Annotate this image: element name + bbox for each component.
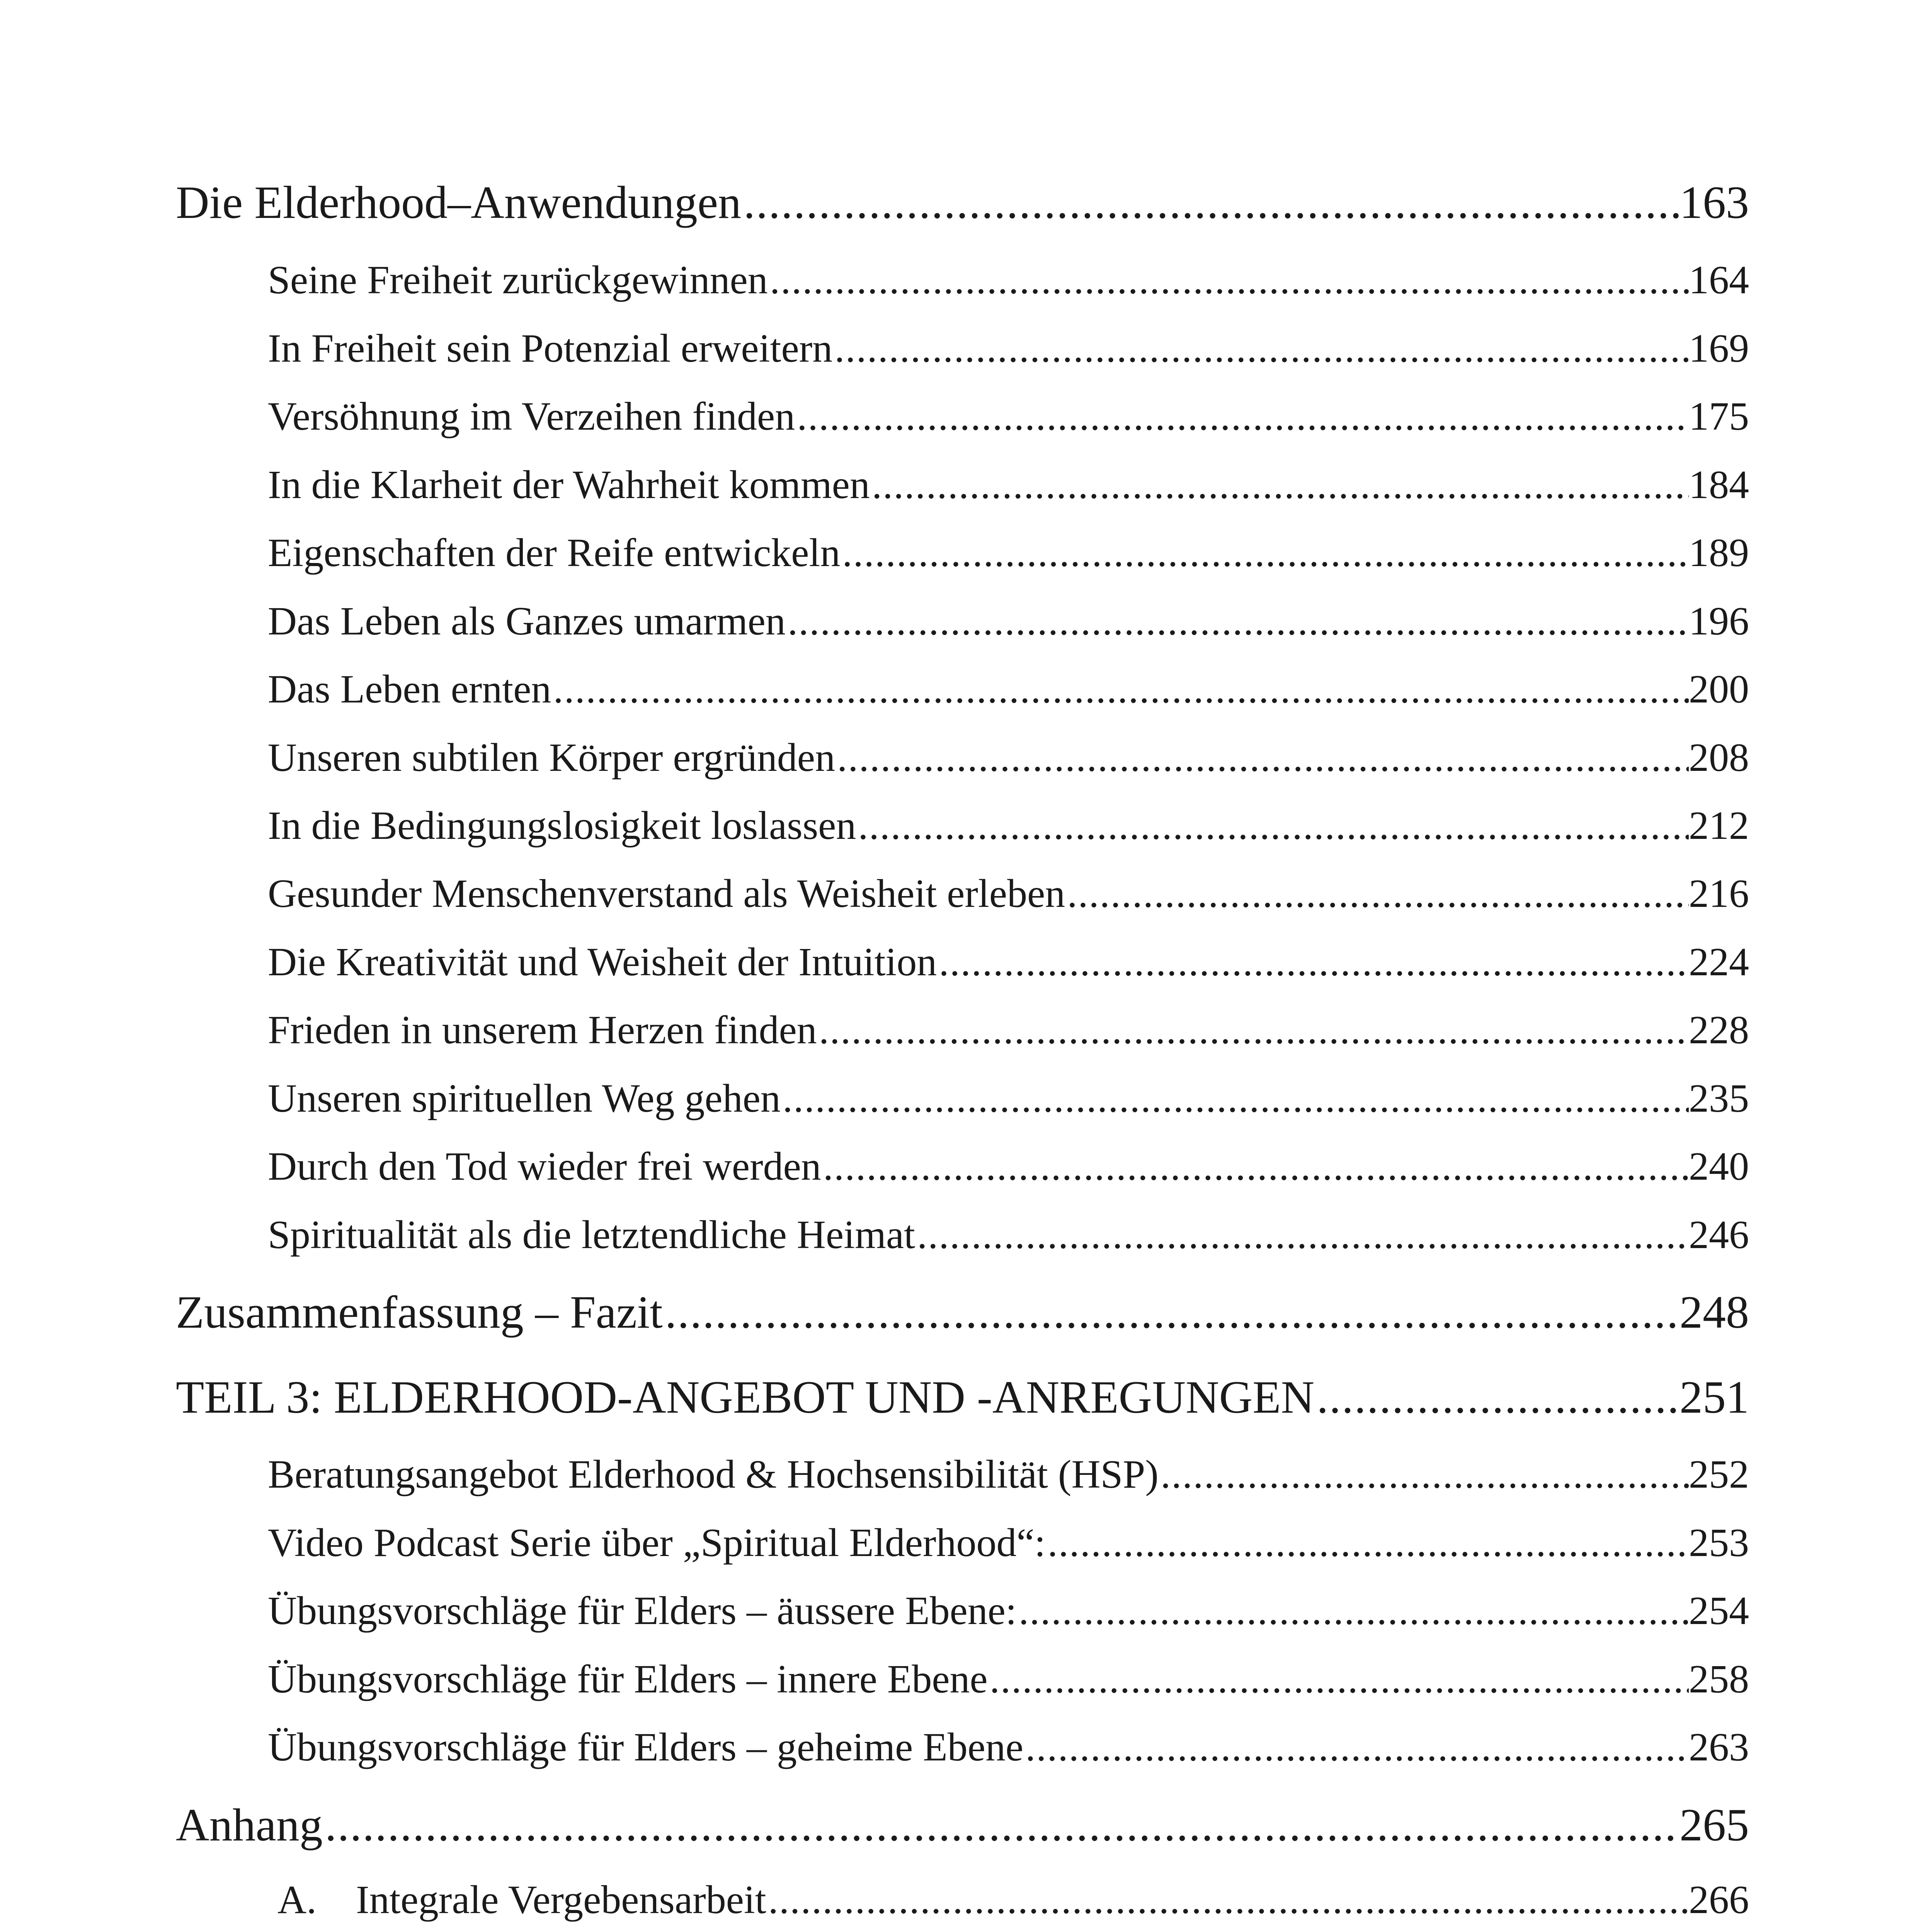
toc-entry-page: 258 <box>1689 1657 1749 1701</box>
toc-entry-page: 246 <box>1689 1213 1749 1257</box>
toc-entry-title: Unseren spirituellen Weg gehen <box>268 1076 781 1121</box>
toc-entry[interactable] <box>268 1451 1749 1497</box>
toc-entry[interactable] <box>268 598 1749 644</box>
dot-leader <box>840 530 1689 576</box>
dot-leader <box>323 1798 1679 1852</box>
toc-entry[interactable] <box>268 530 1749 576</box>
toc-entry[interactable] <box>268 1877 1749 1923</box>
dot-leader <box>832 325 1689 371</box>
toc-entry-page: 169 <box>1689 326 1749 371</box>
toc-entry[interactable] <box>268 462 1749 508</box>
toc-entry-page: 253 <box>1689 1520 1749 1565</box>
toc-entry-title: Die Elderhood–Anwendungen <box>176 177 741 228</box>
toc-entry[interactable] <box>268 871 1749 917</box>
toc-entry[interactable] <box>268 1007 1749 1053</box>
dot-leader <box>741 176 1679 229</box>
toc-entry[interactable] <box>268 1588 1749 1634</box>
toc-entry-page: 196 <box>1689 599 1749 643</box>
toc-entry-page: 240 <box>1689 1144 1749 1189</box>
toc-entry[interactable] <box>176 176 1749 229</box>
toc-entry-page: 208 <box>1689 735 1749 780</box>
toc-entry-page: 216 <box>1689 871 1749 916</box>
dot-leader <box>821 1143 1689 1189</box>
toc-entry-page: 235 <box>1689 1076 1749 1121</box>
toc-entry[interactable] <box>176 1371 1749 1424</box>
dot-leader <box>786 598 1689 644</box>
toc-entry[interactable] <box>268 325 1749 371</box>
toc-entry-page: 189 <box>1689 531 1749 575</box>
toc-entry[interactable] <box>268 803 1749 849</box>
toc-entry-page: 164 <box>1689 258 1749 302</box>
toc-entry-title: Übungsvorschläge für Elders – geheime Ebene <box>268 1725 1024 1769</box>
toc-entry-title: Frieden in unserem Herzen finden <box>268 1008 817 1052</box>
toc-entry-page: 251 <box>1679 1371 1749 1423</box>
toc-entry-page: 224 <box>1689 940 1749 984</box>
dot-leader <box>835 735 1689 781</box>
toc-entry-page: 184 <box>1689 463 1749 507</box>
toc-entry-title: Beratungsangebot Elderhood & Hochsensibilität (HSP) <box>268 1452 1159 1497</box>
dot-leader <box>817 1007 1689 1053</box>
toc-entry-page: 248 <box>1679 1286 1749 1338</box>
toc-entry-title: Das Leben als Ganzes umarmen <box>268 599 786 643</box>
toc-entry[interactable] <box>268 666 1749 712</box>
toc-entry[interactable] <box>176 1286 1749 1339</box>
dot-leader <box>551 666 1689 712</box>
dot-leader <box>768 257 1689 303</box>
dot-leader <box>1159 1451 1689 1497</box>
dot-leader <box>937 939 1689 985</box>
toc-entry-title: Video Podcast Serie über „Spiritual Elderhood“: <box>268 1520 1046 1565</box>
toc-entry-page: 163 <box>1679 177 1749 228</box>
toc-entry[interactable] <box>268 1656 1749 1702</box>
toc-entry[interactable] <box>268 1212 1749 1258</box>
toc-entry-page: 228 <box>1689 1008 1749 1052</box>
dot-leader <box>870 462 1689 508</box>
toc-entry-title: In die Klarheit der Wahrheit kommen <box>268 463 870 507</box>
toc-entry[interactable] <box>268 257 1749 303</box>
toc-entry-title: Spiritualität als die letztendliche Heimat <box>268 1213 915 1257</box>
toc-entry[interactable] <box>268 1075 1749 1121</box>
toc-entry-title: In die Bedingungslosigkeit loslassen <box>268 803 856 848</box>
toc-entry-title: In Freiheit sein Potenzial erweitern <box>268 326 833 371</box>
dot-leader <box>766 1877 1689 1923</box>
toc-entry[interactable] <box>268 1143 1749 1189</box>
dot-leader <box>1046 1520 1689 1566</box>
dot-leader <box>856 803 1689 849</box>
toc-entry-page: 200 <box>1689 667 1749 711</box>
toc-entry-page: 263 <box>1689 1725 1749 1769</box>
toc-entry-title: Übungsvorschläge für Elders – äussere Ebene: <box>268 1588 1017 1633</box>
toc-entry-title: Versöhnung im Verzeihen finden <box>268 394 795 439</box>
toc-entry-title: Anhang <box>176 1799 323 1850</box>
toc-entry-title: Übungsvorschläge für Elders – innere Ebene <box>268 1657 988 1701</box>
toc-entry-title: Zusammenfassung – Fazit <box>176 1286 663 1338</box>
toc-entry-page: 175 <box>1689 394 1749 439</box>
toc-entry-title: Eigenschaften der Reife entwickeln <box>268 531 841 575</box>
dot-leader <box>1314 1371 1679 1424</box>
toc-entry-page: 266 <box>1689 1878 1749 1922</box>
toc-entry-label: A. <box>277 1878 317 1922</box>
toc-entry[interactable] <box>268 1520 1749 1566</box>
toc-entry-title: Das Leben ernten <box>268 667 551 711</box>
toc-entry[interactable] <box>268 393 1749 439</box>
dot-leader <box>988 1656 1689 1702</box>
toc-entry[interactable] <box>176 1798 1749 1852</box>
toc-entry[interactable] <box>268 939 1749 985</box>
toc-entry-title: Seine Freiheit zurückgewinnen <box>268 258 768 302</box>
toc-entry[interactable] <box>268 735 1749 781</box>
dot-leader <box>663 1286 1679 1339</box>
dot-leader <box>1017 1588 1689 1634</box>
toc-entry[interactable] <box>268 1724 1749 1770</box>
toc-entry-title: TEIL 3: ELDERHOOD-ANGEBOT UND -ANREGUNGEN <box>176 1371 1315 1423</box>
toc-entry-title: Integrale Vergebensarbeit <box>356 1878 766 1922</box>
toc-entry-title: Durch den Tod wieder frei werden <box>268 1144 821 1189</box>
toc-entry-page: 254 <box>1689 1588 1749 1633</box>
toc-entry-title: Gesunder Menschenverstand als Weisheit erleben <box>268 871 1065 916</box>
dot-leader <box>781 1075 1689 1121</box>
toc-entry-page: 212 <box>1689 803 1749 848</box>
toc-entry-title: Unseren subtilen Körper ergründen <box>268 735 835 780</box>
dot-leader <box>795 393 1689 439</box>
dot-leader <box>1023 1724 1689 1770</box>
toc-entry-title: Die Kreativität und Weisheit der Intuition <box>268 940 937 984</box>
dot-leader <box>1065 871 1689 917</box>
toc-entry-page: 265 <box>1679 1799 1749 1850</box>
toc-entry-page: 252 <box>1689 1452 1749 1497</box>
dot-leader <box>915 1212 1689 1258</box>
